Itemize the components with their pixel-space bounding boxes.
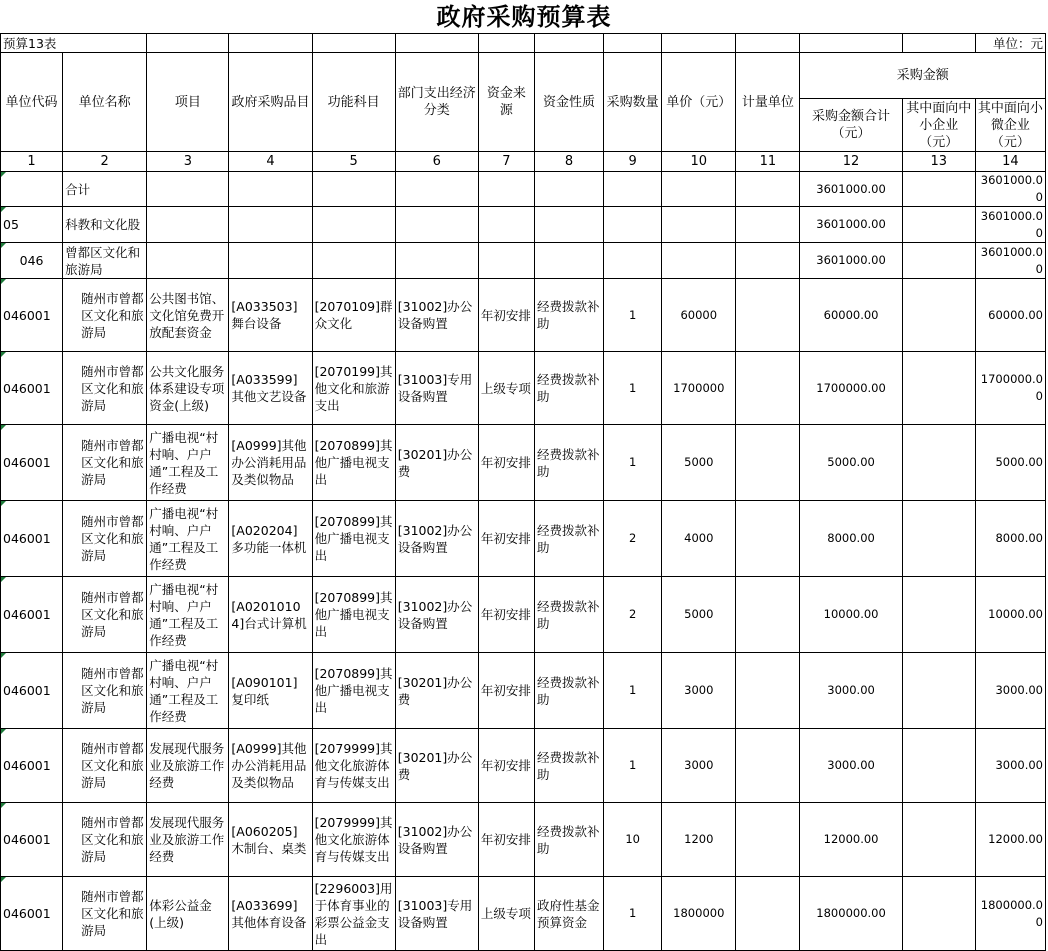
amount-total-cell: 12000.00 (800, 803, 902, 877)
quantity-cell: 10 (604, 803, 662, 877)
measure-unit-cell (736, 577, 800, 653)
fund-nature-cell: 经费拨款补助 (534, 803, 603, 877)
amount-sme-cell (902, 352, 975, 425)
col-number: 9 (604, 152, 662, 172)
col-number: 13 (902, 152, 975, 172)
amount-total-cell: 3601000.00 (800, 243, 902, 279)
catalog-cell: [A020204]多功能一体机 (229, 501, 312, 577)
amount-total-cell: 8000.00 (800, 501, 902, 577)
amount-sme-cell (902, 729, 975, 803)
amount-sme-cell (902, 425, 975, 501)
header-measure-unit: 计量单位 (736, 53, 800, 152)
amount-micro-cell: 60000.00 (975, 279, 1045, 352)
header-row (1, 53, 1046, 99)
unit-name-cell: 曾都区文化和旅游局 (63, 243, 147, 279)
col-number: 4 (229, 152, 312, 172)
catalog-cell: [A033699]其他体育设备 (229, 877, 312, 951)
measure-unit-cell (736, 501, 800, 577)
col-number: 5 (312, 152, 395, 172)
col-number: 1 (1, 152, 63, 172)
amount-micro-cell: 3601000.00 (975, 172, 1045, 207)
unit-price-cell: 1700000 (662, 352, 736, 425)
table-row (1, 803, 1046, 877)
measure-unit-cell (736, 877, 800, 951)
table-row (1, 279, 1046, 352)
amount-sme-cell (902, 803, 975, 877)
unit-name-cell: 科教和文化股 (63, 207, 147, 243)
catalog-cell: [A033599]其他文艺设备 (229, 352, 312, 425)
header-project: 项目 (147, 53, 229, 152)
amount-total-cell: 3601000.00 (800, 172, 902, 207)
col-number: 3 (147, 152, 229, 172)
econ-class-cell: [30201]办公费 (395, 425, 478, 501)
unit-name-cell: 随州市曾都区文化和旅游局 (63, 425, 147, 501)
unit-code-cell: 046001 (1, 352, 63, 425)
econ-class-cell: [31003]专用设备购置 (395, 877, 478, 951)
amount-sme-cell (902, 653, 975, 729)
unit-price-cell: 60000 (662, 279, 736, 352)
project-cell: 广播电视“村村响、户户通”工程及工作经费 (147, 501, 229, 577)
fund-source-cell: 上级专项 (478, 877, 534, 951)
unit-name-cell: 合计 (63, 172, 147, 207)
project-cell: 发展现代服务业及旅游工作经费 (147, 803, 229, 877)
header-unit-code: 单位代码 (1, 53, 63, 152)
table-meta-row (1, 34, 1046, 53)
amount-micro-cell: 8000.00 (975, 501, 1045, 577)
summary-row (1, 172, 1046, 207)
quantity-cell: 1 (604, 425, 662, 501)
amount-micro-cell: 10000.00 (975, 577, 1045, 653)
catalog-cell: [A060205]木制台、桌类 (229, 803, 312, 877)
fund-source-cell: 年初安排 (478, 425, 534, 501)
header-amount-group: 采购金额 (800, 53, 1046, 99)
unit-price-cell: 3000 (662, 653, 736, 729)
amount-total-cell: 3000.00 (800, 653, 902, 729)
unit-code-cell (1, 172, 63, 207)
fund-nature-cell: 经费拨款补助 (534, 729, 603, 803)
fund-nature-cell: 经费拨款补助 (534, 501, 603, 577)
project-cell: 广播电视“村村响、户户通”工程及工作经费 (147, 653, 229, 729)
measure-unit-cell (736, 352, 800, 425)
amount-total-cell: 10000.00 (800, 577, 902, 653)
unit-price-cell: 1200 (662, 803, 736, 877)
measure-unit-cell (736, 279, 800, 352)
amount-micro-cell: 3601000.00 (975, 207, 1045, 243)
fund-source-cell: 上级专项 (478, 352, 534, 425)
project-cell: 体彩公益金(上级) (147, 877, 229, 951)
header-amount-micro: 其中面向小微企业（元） (975, 99, 1045, 152)
function-subject-cell: [2070899]其他广播电视支出 (312, 577, 395, 653)
amount-micro-cell: 12000.00 (975, 803, 1045, 877)
amount-total-cell: 1800000.00 (800, 877, 902, 951)
header-catalog: 政府采购品目 (229, 53, 312, 152)
unit-code-cell: 05 (1, 207, 63, 243)
quantity-cell: 1 (604, 729, 662, 803)
unit-price-cell: 5000 (662, 577, 736, 653)
project-cell: 广播电视“村村响、户户通”工程及工作经费 (147, 425, 229, 501)
fund-source-cell: 年初安排 (478, 729, 534, 803)
unit-code-cell: 046 (1, 243, 63, 279)
function-subject-cell: [2079999]其他文化旅游体育与传媒支出 (312, 729, 395, 803)
amount-total-cell: 3000.00 (800, 729, 902, 803)
function-subject-cell: [2070199]其他文化和旅游支出 (312, 352, 395, 425)
header-unit-name: 单位名称 (63, 53, 147, 152)
header-fund-nature: 资金性质 (534, 53, 603, 152)
project-cell: 发展现代服务业及旅游工作经费 (147, 729, 229, 803)
econ-class-cell: [30201]办公费 (395, 653, 478, 729)
col-number: 7 (478, 152, 534, 172)
unit-code-cell: 046001 (1, 877, 63, 951)
table-row (1, 501, 1046, 577)
summary-row (1, 207, 1046, 243)
table-row (1, 653, 1046, 729)
budget-table (0, 33, 1046, 951)
unit-code-cell: 046001 (1, 729, 63, 803)
unit-name-cell: 随州市曾都区文化和旅游局 (63, 501, 147, 577)
econ-class-cell: [31003]专用设备购置 (395, 352, 478, 425)
table-row (1, 577, 1046, 653)
catalog-cell: [A0999]其他办公消耗用品及类似物品 (229, 425, 312, 501)
col-number: 14 (975, 152, 1045, 172)
unit-name-cell: 随州市曾都区文化和旅游局 (63, 653, 147, 729)
econ-class-cell: [31002]办公设备购置 (395, 501, 478, 577)
econ-class-cell: [31002]办公设备购置 (395, 577, 478, 653)
project-cell: 广播电视“村村响、户户通”工程及工作经费 (147, 577, 229, 653)
function-subject-cell: [2070899]其他广播电视支出 (312, 501, 395, 577)
amount-micro-cell: 3601000.00 (975, 243, 1045, 279)
unit-label: 单位：元 (975, 34, 1045, 53)
quantity-cell: 2 (604, 501, 662, 577)
unit-name-cell: 随州市曾都区文化和旅游局 (63, 352, 147, 425)
fund-source-cell: 年初安排 (478, 803, 534, 877)
fund-nature-cell: 经费拨款补助 (534, 352, 603, 425)
summary-row (1, 243, 1046, 279)
header-econ-class: 部门支出经济分类 (395, 53, 478, 152)
col-number: 11 (736, 152, 800, 172)
header-amount-sme: 其中面向中小企业（元） (902, 99, 975, 152)
catalog-cell: [A02010104]台式计算机 (229, 577, 312, 653)
measure-unit-cell (736, 653, 800, 729)
fund-nature-cell: 经费拨款补助 (534, 653, 603, 729)
measure-unit-cell (736, 803, 800, 877)
col-number: 12 (800, 152, 902, 172)
unit-name-cell: 随州市曾都区文化和旅游局 (63, 577, 147, 653)
header-quantity: 采购数量 (604, 53, 662, 152)
function-subject-cell: [2070899]其他广播电视支出 (312, 653, 395, 729)
fund-nature-cell: 经费拨款补助 (534, 425, 603, 501)
unit-code-cell: 046001 (1, 577, 63, 653)
amount-total-cell: 60000.00 (800, 279, 902, 352)
function-subject-cell: [2070109]群众文化 (312, 279, 395, 352)
col-number: 8 (534, 152, 603, 172)
unit-name-cell: 随州市曾都区文化和旅游局 (63, 803, 147, 877)
col-number: 10 (662, 152, 736, 172)
econ-class-cell: [31002]办公设备购置 (395, 279, 478, 352)
amount-micro-cell: 5000.00 (975, 425, 1045, 501)
unit-name-cell: 随州市曾都区文化和旅游局 (63, 729, 147, 803)
header-amount-total: 采购金额合计（元） (800, 99, 902, 152)
fund-source-cell: 年初安排 (478, 501, 534, 577)
unit-name-cell: 随州市曾都区文化和旅游局 (63, 279, 147, 352)
amount-total-cell: 3601000.00 (800, 207, 902, 243)
table-row (1, 877, 1046, 951)
amount-sme-cell (902, 279, 975, 352)
project-cell: 公共图书馆、文化馆免费开放配套资金 (147, 279, 229, 352)
header-function-subject: 功能科目 (312, 53, 395, 152)
amount-sme-cell (902, 501, 975, 577)
quantity-cell: 1 (604, 352, 662, 425)
unit-code-cell: 046001 (1, 653, 63, 729)
unit-price-cell: 4000 (662, 501, 736, 577)
fund-source-cell: 年初安排 (478, 653, 534, 729)
quantity-cell: 2 (604, 577, 662, 653)
unit-code-cell: 046001 (1, 425, 63, 501)
col-number: 2 (63, 152, 147, 172)
fund-source-cell: 年初安排 (478, 577, 534, 653)
catalog-cell: [A090101]复印纸 (229, 653, 312, 729)
amount-sme-cell (902, 577, 975, 653)
unit-price-cell: 5000 (662, 425, 736, 501)
econ-class-cell: [31002]办公设备购置 (395, 803, 478, 877)
header-fund-source: 资金来源 (478, 53, 534, 152)
catalog-cell: [A033503]舞台设备 (229, 279, 312, 352)
quantity-cell: 1 (604, 877, 662, 951)
unit-code-cell: 046001 (1, 279, 63, 352)
table-row (1, 425, 1046, 501)
table-id: 预算13表 (1, 34, 147, 53)
fund-nature-cell: 经费拨款补助 (534, 577, 603, 653)
header-unit-price: 单价（元） (662, 53, 736, 152)
function-subject-cell: [2079999]其他文化旅游体育与传媒支出 (312, 803, 395, 877)
amount-total-cell: 1700000.00 (800, 352, 902, 425)
fund-source-cell: 年初安排 (478, 279, 534, 352)
unit-price-cell: 1800000 (662, 877, 736, 951)
function-subject-cell: [2296003]用于体育事业的彩票公益金支出 (312, 877, 395, 951)
unit-code-cell: 046001 (1, 501, 63, 577)
amount-micro-cell: 3000.00 (975, 653, 1045, 729)
fund-nature-cell: 经费拨款补助 (534, 279, 603, 352)
amount-total-cell: 5000.00 (800, 425, 902, 501)
measure-unit-cell (736, 425, 800, 501)
unit-price-cell: 3000 (662, 729, 736, 803)
amount-sme-cell (902, 877, 975, 951)
measure-unit-cell (736, 729, 800, 803)
unit-code-cell: 046001 (1, 803, 63, 877)
column-number-row (1, 152, 1046, 172)
function-subject-cell: [2070899]其他广播电视支出 (312, 425, 395, 501)
project-cell: 公共文化服务体系建设专项资金(上级) (147, 352, 229, 425)
quantity-cell: 1 (604, 653, 662, 729)
amount-micro-cell: 1700000.00 (975, 352, 1045, 425)
amount-micro-cell: 3000.00 (975, 729, 1045, 803)
unit-name-cell: 随州市曾都区文化和旅游局 (63, 877, 147, 951)
col-number: 6 (395, 152, 478, 172)
quantity-cell: 1 (604, 279, 662, 352)
page-title: 政府采购预算表 (436, 2, 612, 31)
table-row (1, 729, 1046, 803)
catalog-cell: [A0999]其他办公消耗用品及类似物品 (229, 729, 312, 803)
table-row (1, 352, 1046, 425)
amount-micro-cell: 1800000.00 (975, 877, 1045, 951)
fund-nature-cell: 政府性基金预算资金 (534, 877, 603, 951)
econ-class-cell: [30201]办公费 (395, 729, 478, 803)
